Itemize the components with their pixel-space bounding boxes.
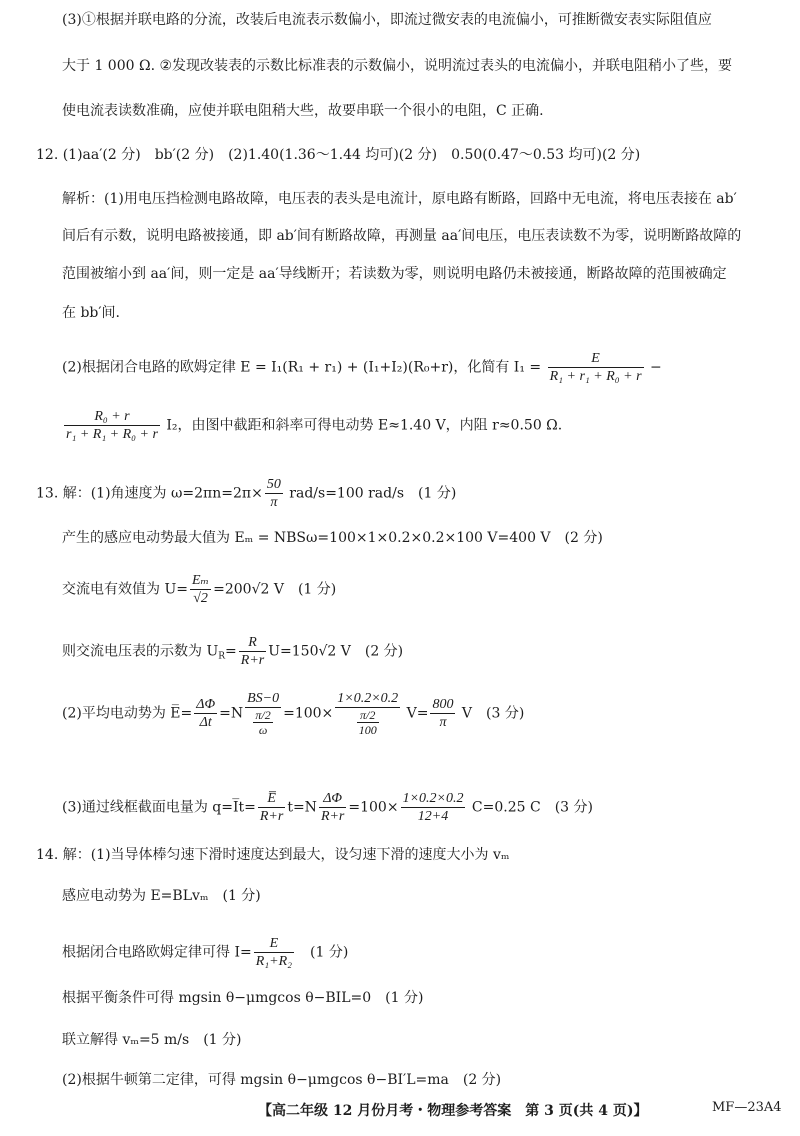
q13-l5-text: (2)平均电动势为 E̅=: [62, 705, 193, 722]
q13-l5-f1-den: Δt: [199, 715, 212, 730]
q13-l4-tail: U=150√2 V (2 分): [268, 643, 404, 660]
q13-l5-f1-num: ΔΦ: [196, 697, 216, 712]
q14-line-1: 14. 解：(1)当导体棒匀速下滑时速度达到最大，设匀速下滑的速度大小为 vₘ: [36, 847, 510, 863]
q13-l6-mid: t=N: [287, 799, 317, 816]
q14-line-3: [62, 935, 348, 970]
q12-part2-tail: I₂，由图中截距和斜率可得电动势 E≈1.40 V，内阻 r≈0.50 Ω.: [166, 417, 563, 434]
q13-l6-fraction-3: [401, 790, 466, 825]
q13-l5-f2-num: BS−0: [247, 691, 280, 706]
q13-l3-text: 交流电有效值为 U=: [62, 581, 188, 598]
q13-l5-fraction-3: [335, 690, 400, 737]
q12-analysis-line-2: 间后有示数，说明电路被接通，即 ab′间有断路故障，再测量 aa′间电压，电压表读数不为零，说明断路故障的: [62, 228, 742, 244]
q12-part2-text: (2)根据闭合电路的欧姆定律 E = I₁(R₁ + r₁) + (I₁+I₂)(R₀+r)，化简有 I₁ =: [62, 359, 542, 376]
q14-line-2: 感应电动势为 E=BLvₘ (1 分): [62, 888, 261, 904]
footer-code: MF—23A4: [712, 1100, 782, 1115]
q13-l3-tail: =200√2 V (1 分): [213, 581, 337, 598]
q13-l5-f2-nested-num: π/2: [255, 708, 271, 722]
q13-l5-f2-nested-den: ω: [258, 723, 268, 737]
q13-l4-text: 则交流电压表的示数为 U: [62, 643, 219, 660]
q14-line-5: 联立解得 vₘ=5 m/s (1 分): [62, 1032, 242, 1048]
q12-analysis-line-1: 解析：(1)用电压挡检测电路故障，电压表的表头是电流计，原电路有断路，回路中无电流，将电压表接在 ab′: [62, 191, 737, 207]
q13-line-6: [62, 790, 593, 825]
q12-fraction-1: [548, 350, 644, 385]
q13-l1-fraction: [265, 476, 283, 511]
q12-analysis-line-4: 在 bb′间.: [62, 305, 121, 321]
q13-line-3: [62, 572, 336, 607]
q12-analysis-line-3: 范围被缩小到 aa′间，则一定是 aa′导线断开；若读数为零，则说明电路仍未被接通，断路故障的范围被确定: [62, 266, 727, 282]
q13-l6-f2-den: R+r: [320, 809, 345, 824]
q12-minus: −: [650, 359, 662, 376]
q13-l5-f3-nested-num: π/2: [357, 708, 379, 723]
q13-l5-f2-den: [245, 708, 281, 737]
q13-l5-tail: V (3 分): [457, 705, 525, 722]
q12-answer-line: 12. (1)aa′(2 分) bb′(2 分) (2)1.40(1.36～1.44 均可)(2 分) 0.50(0.47～0.53 均可)(2 分): [36, 147, 641, 163]
q13-line-1: [36, 476, 456, 511]
p11-line-3: 使电流表读数准确，应使并联电阻稍大些，故要串联一个很小的电阻，C 正确.: [62, 103, 544, 119]
q12-part2-continuation: [62, 408, 562, 443]
q13-l5-f4-den: π: [439, 715, 447, 730]
q13-l3-num: Eₘ: [191, 573, 210, 588]
q13-l6-fraction-1: [258, 790, 285, 825]
q13-l6-mid2: =100×: [348, 799, 399, 816]
q13-l6-f3-num: 1×0.2×0.2: [402, 791, 464, 806]
q13-l4-den: R+r: [240, 653, 265, 668]
page-footer: [0, 1100, 800, 1124]
q14-line-4: 根据平衡条件可得 mgsin θ−μmgcos θ−BIL=0 (1 分): [62, 990, 424, 1006]
q13-l4-equals: =: [225, 643, 237, 660]
q13-l6-f3-den: 12+4: [417, 809, 449, 824]
q13-l6-f1-num: E̅: [258, 790, 285, 808]
q13-l6-tail: C=0.25 C (3 分): [467, 799, 593, 816]
q13-l6-f2-num: ΔΦ: [319, 790, 346, 808]
q13-l5-V: V=: [402, 705, 429, 722]
q13-l5-eqN: =N: [219, 705, 244, 722]
q14-l3-tail: (1 分): [296, 944, 349, 961]
q13-l1-text: 13. 解：(1)角速度为 ω=2πn=2π×: [36, 485, 263, 502]
q13-l5-fraction-1: [194, 696, 217, 731]
q13-l1-den: π: [270, 495, 278, 510]
q13-l3-fraction: [190, 572, 211, 607]
q12-fraction-2-numerator: R₀ + r: [64, 408, 160, 426]
q13-line-4: [62, 634, 403, 669]
q13-l5-f3-den: [335, 708, 400, 737]
q14-l3-fraction: [254, 935, 294, 970]
q13-l6-text: (3)通过线框截面电量为 q=I̅t=: [62, 799, 256, 816]
q13-l4-fraction: [239, 634, 266, 669]
footer-title: 【高二年级 12 月份月考・物理参考答案 第 3 页(共 4 页)】: [258, 1103, 648, 1119]
q13-l5-fraction-4: [430, 696, 455, 731]
q13-l4-subscript: R: [218, 651, 226, 662]
q13-l5-f3-nested-den: 100: [358, 723, 377, 737]
q13-l4-num: R: [239, 634, 266, 652]
q14-l3-text: 根据闭合电路欧姆定律可得 I=: [62, 944, 252, 961]
q13-l5-mid: =100×: [283, 705, 334, 722]
q14-line-6: (2)根据牛顿第二定律，可得 mgsin θ−μmgcos θ−BI′L=ma (2 分): [62, 1072, 502, 1088]
q12-fraction-1-denominator: R₁ + r₁ + R₀ + r: [549, 369, 642, 384]
q13-l6-fraction-2: [319, 790, 346, 825]
q13-l6-f1-den: R+r: [259, 809, 284, 824]
q13-l3-den: √2: [193, 591, 208, 606]
p11-line-1: (3)①根据并联电路的分流，改装后电流表示数偏小，即流过微安表的电流偏小，可推断微安表实际阻值应: [62, 12, 712, 28]
q14-l3-num: E: [254, 935, 294, 953]
q12-part2-equation: [62, 350, 662, 385]
q14-l3-den: R₁+R₂: [255, 954, 293, 969]
q12-fraction-1-numerator: E: [548, 350, 644, 368]
q13-line-2: 产生的感应电动势最大值为 Eₘ = NBSω=100×1×0.2×0.2×100 V=400 V (2 分): [62, 530, 603, 546]
q13-l1-tail: rad/s=100 rad/s (1 分): [284, 485, 457, 502]
q13-l1-num: 50: [266, 477, 281, 492]
q13-l5-f4-num: 800: [432, 697, 454, 712]
q13-line-5: [62, 690, 524, 737]
q13-l5-fraction-2: [245, 690, 281, 737]
q13-l5-f3-num: 1×0.2×0.2: [337, 691, 399, 706]
q13-l5-f3-nested: [357, 708, 379, 737]
q13-l5-f2-nested: [253, 708, 272, 737]
q12-fraction-2: [64, 408, 160, 443]
p11-line-2: 大于 1 000 Ω. ②发现改装表的示数比标准表的示数偏小，说明流过表头的电流偏小，并联电阻稍小了些，要: [62, 58, 733, 74]
q12-fraction-2-denominator: r₁ + R₁ + R₀ + r: [66, 427, 158, 442]
